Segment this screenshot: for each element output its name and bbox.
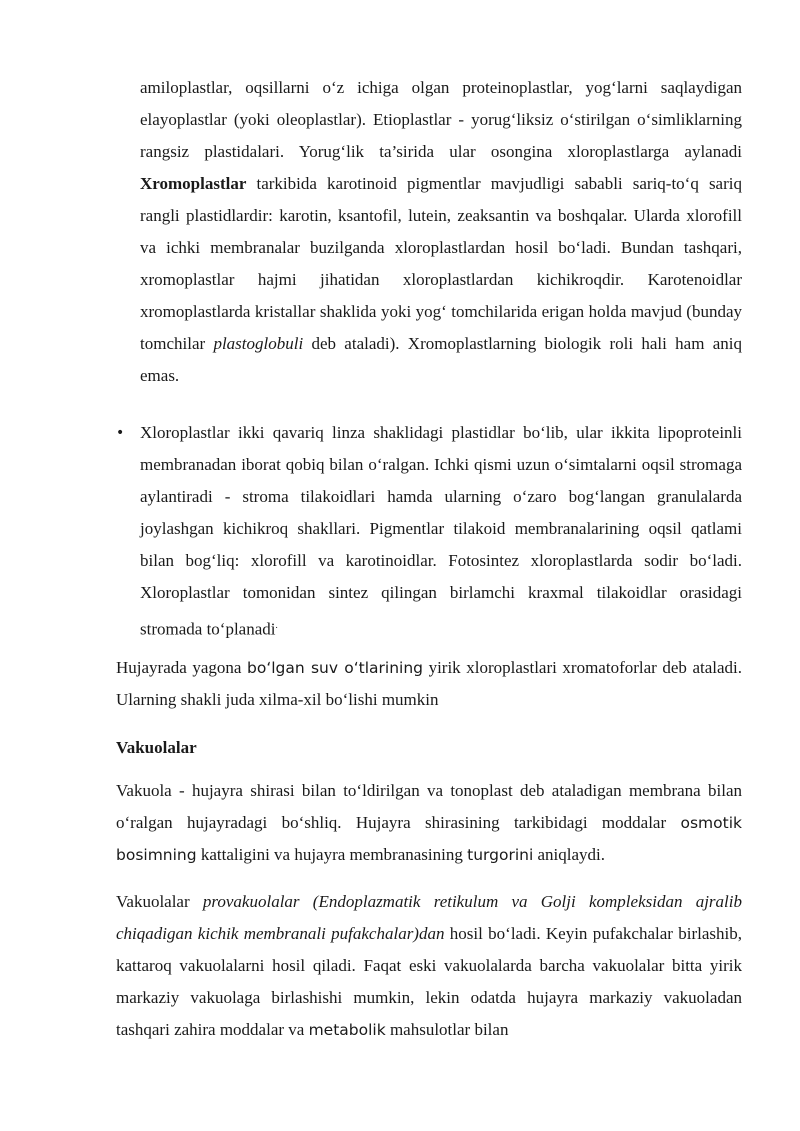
term-osmotik-bosim: osmotik bosimning bbox=[116, 814, 742, 864]
bullet-marker: • bbox=[116, 425, 125, 441]
paragraph-vacuole-definition: Vakuola - hujayra shirasi bilan toʻldirilgan va tonoplast deb ataladigan membrana bilan oʻralgan hujayradagi boʻshliq. Hujayra shirasining tarkibidagi moddalar osmotik bosimning kattaligini va hujayra membranasining turgorini aniqlaydi. bbox=[116, 781, 742, 864]
term-plastoglobuli: plastoglobuli bbox=[213, 334, 304, 353]
term-metabolik: metabolik bbox=[308, 1021, 386, 1039]
term-xromoplastlar: Xromoplastlar bbox=[140, 174, 247, 193]
term-provakuolalar: provakuolalar (Endoplazmatik retikulum va Golji kompleksidan ajralib chiqadigan kichik membranali pufakchalar)dan bbox=[116, 892, 742, 943]
paragraph-chromatophores: Hujayrada yagona boʻlgan suv oʻtlarining yirik xloroplastlari xromatoforlar deb ataladi. Ularning shakli juda xilma-xil boʻlishi mumkin bbox=[116, 658, 743, 709]
section-heading: Vakuolalar bbox=[116, 738, 197, 757]
link-text-suv-otlari: boʻlgan suv oʻtlarining bbox=[247, 659, 424, 677]
term-turgor: turgorini bbox=[467, 846, 534, 864]
paragraph-vacuole-origin: Vakuolalar provakuolalar (Endoplazmatik retikulum va Golji kompleksidan ajralib chiqadigan kichik membranali pufakchalar)dan hosil boʻladi. Keyin pufakchalar birlashib, kattaroq vakuolalarni hosil qiladi. Faqat eski vakuolalarda barcha vakuolalar bitta yirik markaziy vakuolaga birlashishi mumkin, lekin odatda hujayra markaziy vakuoladan tashqari zahira moddalar va metabolik mahsulotlar bilan bbox=[116, 892, 742, 1039]
paragraph-chloroplasts: Xloroplastlar ikki qavariq linza shaklidagi plastidlar boʻlib, ular ikkita lipoproteinli membranadan iborat qobiq bilan oʻralgan. Ichki qismi uzun oʻsimtalarni oqsil stromaga aylantiradi - stroma tilakoidlari hamda ularning oʻzaro bogʻlangan granulalarda joylashgan kichikroq shakllari. Pigmentlar tilakoid membranalarining oqsil qatlami bilan bogʻliq: xlorofill va karotinoidlar. Fotosintez xloroplastlarda sodir boʻladi. Xloroplastlar tomonidan sintez qilingan birlamchi kraxmal tilakoidlar orasidagi stromada toʻplanadi. bbox=[140, 423, 742, 639]
paragraph-plastids: amiloplastlar, oqsillarni oʻz ichiga olgan proteinoplastlar, yogʻlarni saqlaydigan elayoplastlar (yoki oleoplastlar). Etioplastlar - yorugʻliksiz oʻstirilgan oʻsimliklarning rangsiz plastidalari. Yorugʻlik ta’sirida ular osongina xloroplastlarga aylanadi Xromoplastlar tarkibida karotinoid pigmentlar mavjudligi sababli sariq-toʻq sariq rangli plastidlardir: karotin, ksantofil, lutein, zeaksantin va boshqalar. Ularda xlorofill va ichki membranalar buzilganda xloroplastlardan hosil boʻladi. Bundan tashqari, xromoplastlar hajmi jihatidan xloroplastlardan kichikroqdir. Karotenoidlar xromoplastlarda kristallar shaklida yoki yogʻ tomchilarida erigan holda mavjud (bunday tomchilar plastoglobuli deb ataladi). Xromoplastlarning biologik roli hali ham aniq emas. bbox=[140, 78, 742, 385]
